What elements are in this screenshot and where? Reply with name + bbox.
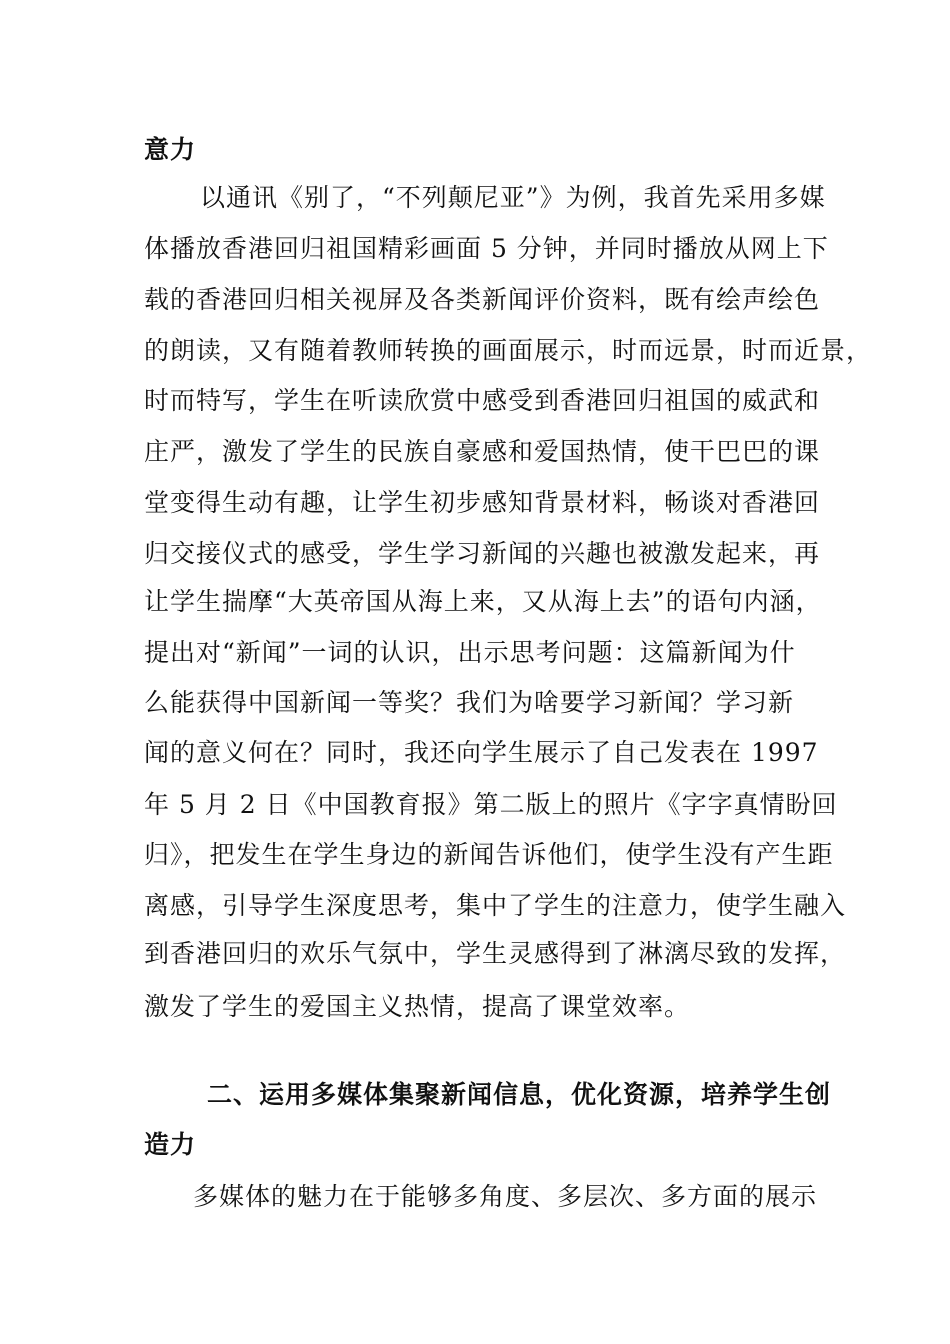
paragraph-line: 离感，引导学生深度思考，集中了学生的注意力，使学生融入 [144, 891, 847, 920]
paragraph-line: 庄严，激发了学生的民族自豪感和爱国热情，使干巴巴的课 [144, 437, 821, 466]
paragraph-line: 载的香港回归相关视屏及各类新闻评价资料，既有绘声绘色 [144, 285, 821, 314]
paragraph-line: 年 5 月 2 日《中国教育报》第二版上的照片《字字真情盼回 [144, 790, 838, 819]
paragraph-line: 归》，把发生在学生身边的新闻告诉他们，使学生没有产生距 [144, 840, 834, 869]
paragraph-line: 激发了学生的爱国主义热情，提高了课堂效率。 [144, 992, 691, 1021]
paragraph-line: 么能获得中国新闻一等奖？我们为啥要学习新闻？学习新 [144, 688, 795, 717]
paragraph-line: 闻的意义何在？同时，我还向学生展示了自己发表在 1997 [144, 738, 819, 767]
paragraph-2-first-line: 多媒体的魅力在于能够多角度、多层次、多方面的展示 [193, 1182, 818, 1211]
paragraph-line: 堂变得生动有趣，让学生初步感知背景材料，畅谈对香港回 [144, 488, 821, 517]
section-heading-line: 二、运用多媒体集聚新闻信息，优化资源，培养学生创 [207, 1080, 832, 1109]
paragraph-line: 时而特写，学生在听读欣赏中感受到香港回归祖国的威武和 [144, 386, 821, 415]
section-heading-line: 造力 [144, 1130, 197, 1159]
paragraph-line: 到香港回归的欢乐气氛中，学生灵感得到了淋漓尽致的发挥， [144, 939, 847, 968]
section-heading-tail: 意力 [144, 135, 197, 164]
paragraph-line: 归交接仪式的感受，学生学习新闻的兴趣也被激发起来，再 [144, 539, 821, 568]
paragraph-line: 的朗读，又有随着教师转换的画面展示，时而远景，时而近景， [144, 336, 873, 365]
paragraph-line: 让学生揣摩“大英帝国从海上来，又从海上去”的语句内涵， [144, 587, 822, 616]
paragraph-line: 以通讯《别了，“不列颠尼亚”》为例，我首先采用多媒 [200, 183, 826, 212]
paragraph-line: 体播放香港回归祖国精彩画面 5 分钟，并同时播放从网上下 [144, 234, 829, 263]
paragraph-line: 提出对“新闻”一词的认识，出示思考问题：这篇新闻为什 [144, 638, 796, 667]
